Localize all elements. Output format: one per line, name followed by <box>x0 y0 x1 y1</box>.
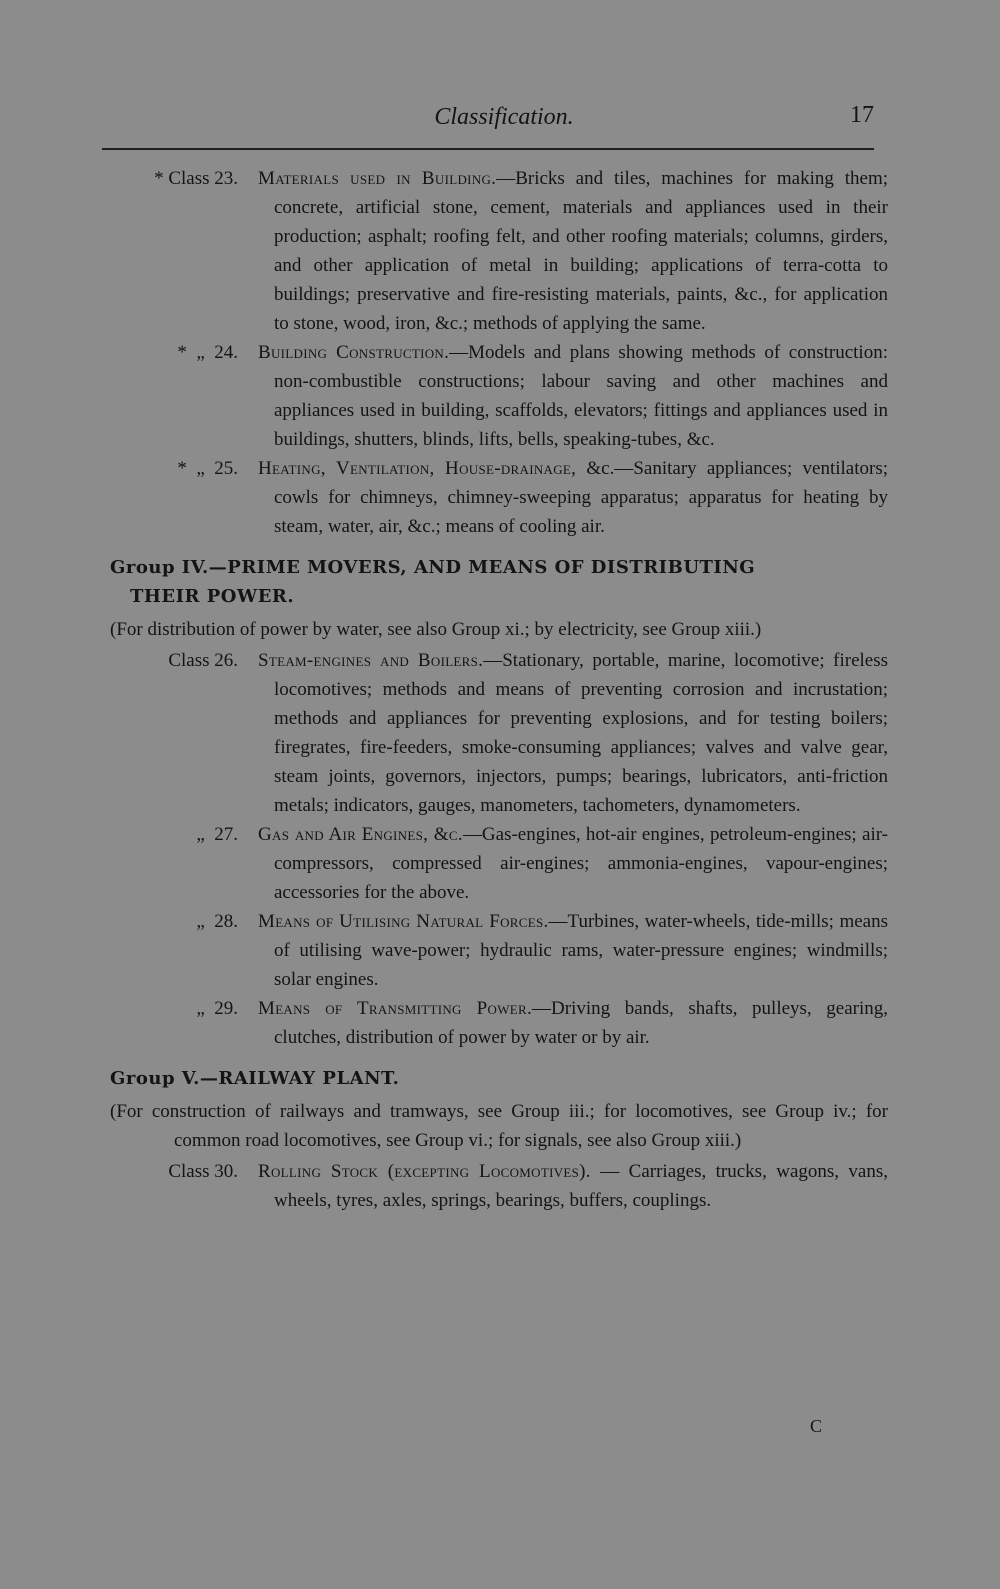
class-entry-26 <box>110 646 888 820</box>
class-entry-29 <box>110 994 888 1052</box>
class-entry-28 <box>110 907 888 994</box>
class-title: Heating, Ventilation, House-drainage, <box>258 458 577 479</box>
class-text: —Driving bands, shafts, pulleys, gearing, clutches, distribution of power by water or by air. <box>274 998 888 1048</box>
group-heading-line: Group V.—RAILWAY PLANT. <box>110 1068 400 1089</box>
class-entry-27 <box>110 820 888 907</box>
class-title: Means of Utilising Natural Forces. <box>258 911 549 932</box>
group-heading-v <box>110 1064 888 1093</box>
signature-mark: C <box>810 1416 823 1436</box>
class-title: Materials used in Building. <box>258 168 497 189</box>
class-number: „ 27. <box>196 824 238 845</box>
class-text: — Carriages, trucks, wagons, vans, wheels, tyres, axles, springs, bearings, buffers, couplings. <box>274 1161 889 1211</box>
class-body <box>258 454 888 541</box>
class-title: Building Construction. <box>258 342 450 363</box>
header-rule <box>102 148 874 150</box>
class-number: „ 28. <box>196 911 238 932</box>
class-title: Steam-engines and Boilers. <box>258 650 484 671</box>
class-text: —Stationary, portable, marine, locomotive; fireless locomotives; methods and means of preventing corrosion and incrustation; methods and appliances for preventing explosions, and for testing boilers; firegrates, fire-feeders, smoke-consuming appliances; valves and valve gear, steam joints, governors, injectors, pumps; bearings, lubricators, anti-friction metals; indicators, gauges, manometers, tachometers, dynamometers. <box>274 650 888 816</box>
class-text: &c.—Sanitary appliances; ventilators; cowls for chimneys, chimney-sweeping apparatus; apparatus for heating by steam, water, air, &c.; means of cooling air. <box>274 458 888 537</box>
class-entry-30 <box>110 1157 888 1215</box>
running-title: Classification. <box>434 104 574 130</box>
class-entry-23 <box>110 164 888 338</box>
page-number: 17 <box>850 102 874 128</box>
page-content <box>110 164 888 1215</box>
class-number: Class 30. <box>168 1161 238 1182</box>
class-entry-25 <box>110 454 888 541</box>
group-heading-line: THEIR POWER. <box>130 586 295 607</box>
class-number: Class 26. <box>168 650 238 671</box>
class-title: Gas and Air Engines, &c. <box>258 824 463 845</box>
class-number: „ 29. <box>196 998 238 1019</box>
class-number: * „ 25. <box>177 458 238 479</box>
class-title: Means of Transmitting Power. <box>258 998 533 1019</box>
class-text: —Bricks and tiles, machines for making them; concrete, artificial stone, cement, materials and appliances used in their production; asphalt; roofing felt, and other roofing materials; columns, girders, and other application of metal in building; applications of terra-cotta to buildings; preservative and fire-resisting materials, paints, &c., for application to stone, wood, iron, &c.; methods of applying the same. <box>274 168 889 334</box>
group-heading-iv <box>110 553 888 611</box>
class-text: —Models and plans showing methods of construction: non-combustible constructions; labour saving and other machines and appliances used in building, scaffolds, elevators; fittings and appliances used in buildings, shutters, blinds, lifts, bells, speaking-tubes, &c. <box>274 342 888 450</box>
class-number: * Class 23. <box>154 168 238 189</box>
class-number: * „ 24. <box>177 342 238 363</box>
class-body <box>258 164 889 338</box>
class-body <box>258 820 888 907</box>
class-body <box>258 907 888 994</box>
class-body <box>258 1157 889 1215</box>
class-text: —Turbines, water-wheels, tide-mills; means of utilising wave-power; hydraulic rams, water-pressure engines; windmills; solar engines. <box>274 911 888 990</box>
group-note: (For distribution of power by water, see also Group xi.; by electricity, see Group xiii.) <box>110 619 762 640</box>
class-body <box>258 646 888 820</box>
group-heading-line: Group IV.—PRIME MOVERS, AND MEANS OF DISTRIBUTING <box>110 557 756 578</box>
class-title: Rolling Stock (excepting Locomotives). <box>258 1161 591 1182</box>
class-body <box>258 994 888 1052</box>
class-entry-24 <box>110 338 888 454</box>
page-header <box>104 100 874 134</box>
class-text: —Gas-engines, hot-air engines, petroleum-engines; air-compressors, compressed air-engines; ammonia-engines, vapour-engines; accessories for the above. <box>274 824 888 903</box>
group-note: (For construction of railways and tramways, see Group iii.; for locomotives, see Group iv.; for common road locomotives, see Group vi.; for signals, see also Group xiii.) <box>110 1101 888 1151</box>
class-body <box>258 338 888 454</box>
